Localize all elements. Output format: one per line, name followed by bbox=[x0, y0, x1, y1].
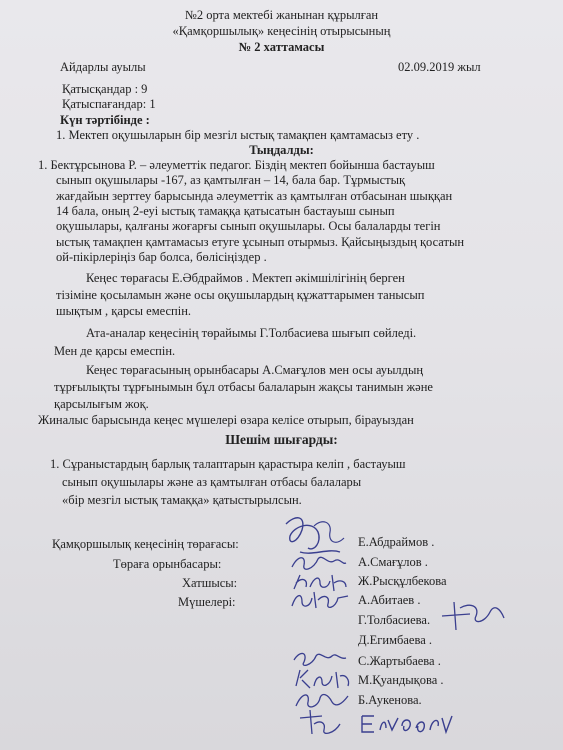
heard-line: тұрғылықты тұрғынымын бұл отбасы балаларын жақсы танимын және bbox=[54, 380, 433, 394]
attended-count: Қатысқандар : 9 bbox=[62, 82, 148, 96]
chair-role: Қамқоршылық кеңесінің төрағасы: bbox=[52, 537, 239, 551]
header-line-2: «Қамқоршылық» кеңесінің отырысының bbox=[172, 24, 391, 38]
member-name: Г.Толбасиева. bbox=[358, 613, 431, 627]
member-name: С.Жартыбаева . bbox=[358, 654, 441, 668]
heard-line: Мен де қарсы емеспін. bbox=[54, 344, 176, 358]
heard-line: шықтым , қарсы емеспін. bbox=[56, 304, 192, 318]
decision-line: сынып оқушылары және аз қамтылған отбасы балалары bbox=[62, 475, 362, 489]
heard-line: оқушылары, қалғаны жоғарғы сынып оқушылары. Осы балаларды тегін bbox=[56, 219, 441, 233]
place: Айдарлы ауылы bbox=[60, 60, 146, 74]
heard-line: 1. Бектұрсынова Р. – әлеуметтік педагог. Біздің мектеп бойынша бастауыш bbox=[38, 158, 435, 172]
heard-line: Ата-аналар кеңесінің төрайымы Г.Толбасиева шығып сөйледі. bbox=[86, 326, 417, 340]
protocol-title: № 2 хаттамасы bbox=[238, 40, 325, 54]
decision-heading: Шешім шығарды: bbox=[225, 432, 338, 447]
member-signature bbox=[296, 708, 346, 738]
heard-line: Кеңес төрағасы Е.Әбдраймов . Мектеп әкімшілігінің берген bbox=[86, 271, 405, 285]
chair-name: Е.Абдраймов . bbox=[358, 535, 435, 549]
agenda-item-1: 1. Мектеп оқушыларын бір мезгіл ыстық тамақпен қамтамасыз ету . bbox=[56, 128, 420, 142]
heard-line: жағдайын зерттеу барысында әлеуметтік аз қамтылған отбасынан шыққан bbox=[56, 189, 453, 203]
heard-line: сынып оқушылары -167, аз қамтылған – 14, бала бар. Тұрмыстық bbox=[56, 173, 406, 187]
heard-line: Кеңес төрағасының орынбасары А.Смағұлов мен осы ауылдың bbox=[86, 363, 424, 377]
heard-line: ой-пікірлеріңіз бар болса, бөлісіңіздер . bbox=[56, 250, 267, 264]
secretary-role: Хатшысы: bbox=[182, 576, 238, 590]
heard-line: ыстық тамақпен қамтамасыз етуге ұсынып отырмыз. Қайсыңыздың қосатын bbox=[56, 235, 465, 249]
member-name: Д.Егимбаева . bbox=[358, 633, 433, 647]
decision-line: «бір мезгіл ыстық тамаққа» қатыстырылсын. bbox=[62, 493, 302, 507]
member-signature bbox=[288, 588, 352, 612]
member-signature bbox=[440, 598, 510, 634]
member-signature bbox=[358, 710, 458, 738]
member-name: Б.Аукенова. bbox=[358, 693, 422, 707]
deputy-role: Төраға орынбасары: bbox=[113, 557, 222, 571]
member-name: А.Абитаев . bbox=[358, 593, 421, 607]
heard-line: Жиналыс барысында кеңес мүшелері өзара келісе отырып, бірауыздан bbox=[38, 413, 414, 427]
header-line-1: №2 орта мектебі жанынан құрылған bbox=[184, 8, 379, 22]
heard-line: тізіміне қосыламын және осы оқушылардың құжаттарымен танысып bbox=[56, 288, 425, 302]
absent-count: Қатыспағандар: 1 bbox=[62, 97, 156, 111]
date: 02.09.2019 жыл bbox=[398, 60, 481, 74]
heard-line: қарсылығым жоқ. bbox=[54, 397, 149, 411]
secretary-name: Ж.Рысқұлбекова bbox=[358, 574, 447, 588]
deputy-name: А.Смағұлов . bbox=[358, 555, 428, 569]
heard-line: 14 бала, оның 2-еуі ыстық тамаққа қатысатын бастауыш сынып bbox=[56, 204, 395, 218]
members-role: Мүшелері: bbox=[178, 595, 236, 609]
agenda-heading: Күн тәртібінде : bbox=[60, 113, 150, 127]
heard-heading: Тыңдалды: bbox=[249, 143, 314, 157]
decision-line: 1. Сұраныстардың барлық талаптарын қарастыра келіп , бастауыш bbox=[50, 457, 406, 471]
member-name: М.Қуандықова . bbox=[358, 673, 444, 687]
